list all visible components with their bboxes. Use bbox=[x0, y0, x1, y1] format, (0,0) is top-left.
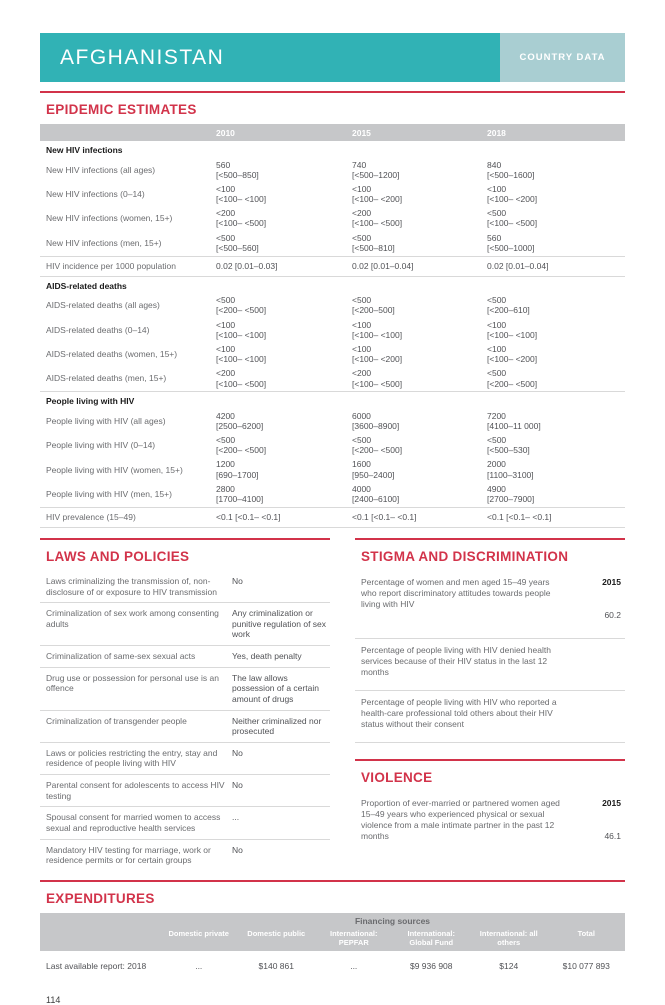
value-cell: <200 [<100– <500] bbox=[352, 368, 403, 389]
row-label: AIDS-related deaths (all ages) bbox=[46, 300, 160, 311]
section-divider bbox=[40, 91, 625, 93]
value-cell: 4000 [2400–6100] bbox=[352, 483, 400, 504]
column-header: International: all others bbox=[479, 928, 538, 947]
group-header: AIDS-related deaths bbox=[40, 276, 625, 294]
stigma-year: 2015 bbox=[602, 576, 621, 587]
value-cell: <500 [<500–810] bbox=[352, 232, 395, 253]
value-cell: 4900 [2700–7900] bbox=[487, 483, 535, 504]
value-cell: <500 [<200–500] bbox=[352, 295, 395, 316]
table-row bbox=[40, 458, 625, 482]
value-cell: <0.1 [<0.1– <0.1] bbox=[216, 512, 281, 523]
table-row bbox=[40, 342, 625, 366]
table-row bbox=[40, 482, 625, 506]
right-column bbox=[355, 538, 625, 871]
country-name: AFGHANISTAN bbox=[60, 45, 225, 69]
value-cell: <100 [<100– <100] bbox=[352, 319, 403, 340]
expenditure-value: $124 bbox=[499, 960, 519, 971]
table-row bbox=[40, 507, 625, 528]
value-cell: <500 [<200– <500] bbox=[216, 295, 267, 316]
expenditures-data-row bbox=[40, 951, 625, 981]
stigma-value: 60.2 bbox=[604, 609, 621, 620]
section-title-epidemic-estimates: EPIDEMIC ESTIMATES bbox=[46, 102, 197, 117]
two-column-area bbox=[40, 538, 625, 871]
violence-value: 46.1 bbox=[604, 830, 621, 841]
table-row bbox=[40, 294, 625, 318]
law-answer: No bbox=[232, 844, 243, 855]
law-item bbox=[40, 711, 330, 743]
group-header: People living with HIV bbox=[40, 391, 625, 409]
value-cell: 2000 [1100–3100] bbox=[487, 459, 534, 480]
law-answer: No bbox=[232, 747, 243, 758]
law-item bbox=[40, 807, 330, 839]
column-header: International: Global Fund bbox=[407, 928, 455, 947]
stigma-value-block bbox=[561, 577, 625, 632]
table-row bbox=[40, 231, 625, 255]
expenditures-table bbox=[40, 913, 625, 981]
law-question: Drug use or possession for personal use is an offence bbox=[46, 672, 219, 694]
empty-header-cell bbox=[40, 916, 160, 926]
violence-value-block bbox=[561, 798, 625, 864]
law-answer: Neither criminalized nor prosecuted bbox=[232, 715, 322, 737]
value-cell: <500 [<200– <500] bbox=[216, 435, 267, 456]
row-label: Last available report: 2018 bbox=[46, 960, 147, 971]
value-cell: 560 [<500–1000] bbox=[487, 232, 535, 253]
stigma-item bbox=[355, 691, 625, 743]
section-title-violence: VIOLENCE bbox=[361, 769, 433, 785]
year-column-header: 2018 bbox=[487, 127, 506, 138]
table-row bbox=[40, 256, 625, 276]
section-title-laws-and-policies: LAWS AND POLICIES bbox=[46, 548, 190, 564]
section-divider bbox=[355, 538, 625, 540]
value-cell: <100 [<100– <100] bbox=[216, 319, 267, 340]
value-cell: 6000 [3600–8900] bbox=[352, 410, 400, 431]
value-cell: 0.02 [0.01–0.03] bbox=[216, 261, 278, 271]
expenditure-value: $140 861 bbox=[258, 960, 294, 971]
row-label: AIDS-related deaths (men, 15+) bbox=[46, 373, 167, 384]
value-cell: <500 [<200– <500] bbox=[352, 435, 403, 456]
value-cell: <200 [<100– <500] bbox=[216, 368, 267, 389]
value-cell: <0.1 [<0.1– <0.1] bbox=[352, 512, 417, 523]
row-label: AIDS-related deaths (women, 15+) bbox=[46, 349, 178, 360]
law-question: Laws or policies restricting the entry, stay and residence of people living with HIV bbox=[46, 747, 218, 769]
column-header: Domestic private bbox=[168, 928, 229, 938]
value-cell: <100 [<100– <100] bbox=[216, 183, 267, 205]
column-header: Domestic public bbox=[247, 928, 306, 938]
country-banner bbox=[40, 33, 625, 82]
value-cell: 4200 [2500–6200] bbox=[216, 410, 264, 431]
row-label: People living with HIV (0–14) bbox=[46, 440, 156, 451]
violence-question: Proportion of ever-married or partnered women aged 15–49 years who experienced physical or sexual violence from a male intimate partner in the past 12 months bbox=[361, 797, 560, 842]
law-answer: Yes, death penalty bbox=[232, 651, 302, 661]
stigma-item bbox=[355, 571, 625, 639]
law-answer: The law allows possession of a certain amount of drugs bbox=[232, 672, 319, 704]
section-divider bbox=[40, 880, 625, 882]
country-data-tag bbox=[500, 33, 625, 82]
value-cell: <500 [<500–560] bbox=[216, 232, 259, 253]
law-question: Criminalization of sex work among consenting adults bbox=[46, 608, 219, 629]
section-title-stigma-and-discrimination: STIGMA AND DISCRIMINATION bbox=[361, 548, 569, 564]
value-cell: <500 [<200–610] bbox=[487, 295, 530, 316]
value-cell: <100 [<100– <200] bbox=[487, 183, 538, 205]
row-label: People living with HIV (all ages) bbox=[46, 415, 166, 426]
law-item bbox=[40, 571, 330, 603]
financing-sources-row bbox=[40, 916, 625, 926]
law-question: Spousal consent for married women to access sexual and reproductive health services bbox=[46, 812, 221, 833]
stigma-question: Percentage of people living with HIV denied health services because of their HIV status in the last 12 months bbox=[361, 644, 551, 677]
law-item bbox=[40, 646, 330, 668]
law-question: Criminalization of same-sex sexual acts bbox=[46, 651, 196, 661]
section-divider bbox=[40, 538, 330, 540]
stigma-question: Percentage of women and men aged 15–49 years who report discriminatory attitudes towards people living with HIV bbox=[361, 576, 551, 609]
row-label: People living with HIV (women, 15+) bbox=[46, 464, 183, 475]
value-cell: <500 [<500–530] bbox=[487, 435, 530, 456]
value-cell: <100 [<100– <100] bbox=[487, 319, 538, 340]
law-item bbox=[40, 775, 330, 807]
epidemic-table bbox=[40, 124, 625, 528]
law-question: Laws criminalizing the transmission of, non-disclosure of or exposure to HIV transmission bbox=[46, 575, 218, 597]
row-label: People living with HIV (men, 15+) bbox=[46, 488, 172, 499]
financing-sources-label: Financing sources bbox=[354, 915, 431, 926]
table-row bbox=[40, 409, 625, 433]
law-answer: Any criminalization or punitive regulation of sex work bbox=[232, 608, 327, 640]
table-row bbox=[40, 318, 625, 342]
law-item bbox=[40, 603, 330, 646]
stigma-value-block bbox=[561, 697, 625, 736]
country-banner-main bbox=[40, 33, 500, 82]
stigma-question: Percentage of people living with HIV who reported a health-care professional told others about their HIV status without their consent bbox=[361, 696, 557, 729]
violence-item bbox=[355, 792, 625, 870]
value-cell: <0.1 [<0.1– <0.1] bbox=[487, 512, 552, 523]
expenditure-value: ... bbox=[350, 960, 358, 971]
row-label: HIV incidence per 1000 population bbox=[46, 261, 176, 271]
value-cell: <200 [<100– <500] bbox=[216, 208, 267, 229]
country-data-tag-label: COUNTRY DATA bbox=[519, 52, 606, 63]
value-cell: 7200 [4100–11 000] bbox=[487, 410, 541, 431]
value-cell: 0.02 [0.01–0.04] bbox=[487, 261, 549, 271]
table-row bbox=[40, 207, 625, 231]
table-row bbox=[40, 434, 625, 458]
violence-section bbox=[355, 759, 625, 870]
value-cell: <100 [<100– <200] bbox=[487, 343, 538, 365]
section-divider bbox=[355, 759, 625, 761]
row-label: AIDS-related deaths (0–14) bbox=[46, 324, 150, 335]
value-cell: 1600 [950–2400] bbox=[352, 459, 395, 480]
stigma-item bbox=[355, 639, 625, 691]
empty-header-cell bbox=[40, 926, 160, 947]
expenditure-value: $10 077 893 bbox=[562, 960, 610, 971]
value-cell: <100 [<100– <100] bbox=[216, 343, 267, 365]
law-answer: ... bbox=[232, 812, 240, 823]
value-cell: <100 [<100– <200] bbox=[352, 343, 403, 365]
law-question: Mandatory HIV testing for marriage, work or residence permits or for certain groups bbox=[46, 844, 211, 866]
expenditure-value: ... bbox=[195, 960, 203, 971]
law-item bbox=[40, 668, 330, 711]
table-row bbox=[40, 182, 625, 206]
law-item bbox=[40, 840, 330, 871]
row-label: New HIV infections (all ages) bbox=[46, 164, 156, 175]
row-label: New HIV infections (men, 15+) bbox=[46, 237, 162, 248]
year-column-header: 2010 bbox=[216, 127, 235, 138]
expenditure-value: $9 936 908 bbox=[409, 960, 453, 971]
value-cell: 0.02 [0.01–0.04] bbox=[352, 261, 414, 271]
stigma-value-block bbox=[561, 645, 625, 684]
column-header: International: PEPFAR bbox=[329, 928, 378, 947]
page-number: 114 bbox=[46, 994, 61, 1005]
row-label: New HIV infections (women, 15+) bbox=[46, 213, 173, 224]
expenditures-table-header bbox=[40, 913, 625, 951]
value-cell: <500 [<100– <500] bbox=[487, 208, 538, 229]
row-label: New HIV infections (0–14) bbox=[46, 188, 145, 199]
value-cell: <100 [<100– <200] bbox=[352, 183, 403, 205]
column-header: Total bbox=[577, 928, 595, 938]
row-label: HIV prevalence (15–49) bbox=[46, 512, 136, 523]
value-cell: <500 [<200– <500] bbox=[487, 368, 538, 389]
law-item bbox=[40, 743, 330, 775]
epidemic-table-header bbox=[40, 124, 625, 141]
table-row bbox=[40, 158, 625, 182]
table-row bbox=[40, 367, 625, 391]
financing-column-headers bbox=[40, 926, 625, 947]
law-answer: No bbox=[232, 575, 243, 586]
expenditures-section bbox=[40, 880, 625, 981]
law-answer: No bbox=[232, 780, 243, 790]
value-cell: <200 [<100– <500] bbox=[352, 208, 403, 229]
value-cell: 1200 [690–1700] bbox=[216, 459, 259, 480]
section-title-expenditures: EXPENDITURES bbox=[46, 890, 155, 906]
law-question: Criminalization of transgender people bbox=[46, 715, 187, 726]
violence-year: 2015 bbox=[602, 797, 621, 808]
value-cell: 740 [<500–1200] bbox=[352, 159, 400, 180]
group-header: New HIV infections bbox=[46, 145, 123, 155]
year-column-header: 2015 bbox=[352, 127, 371, 138]
value-cell: 2800 [1700–4100] bbox=[216, 483, 264, 504]
value-cell: 840 [<500–1600] bbox=[487, 159, 535, 180]
value-cell: 560 [<500–850] bbox=[216, 159, 259, 180]
law-question: Parental consent for adolescents to access HIV testing bbox=[46, 780, 225, 801]
laws-and-policies-section bbox=[40, 538, 330, 871]
